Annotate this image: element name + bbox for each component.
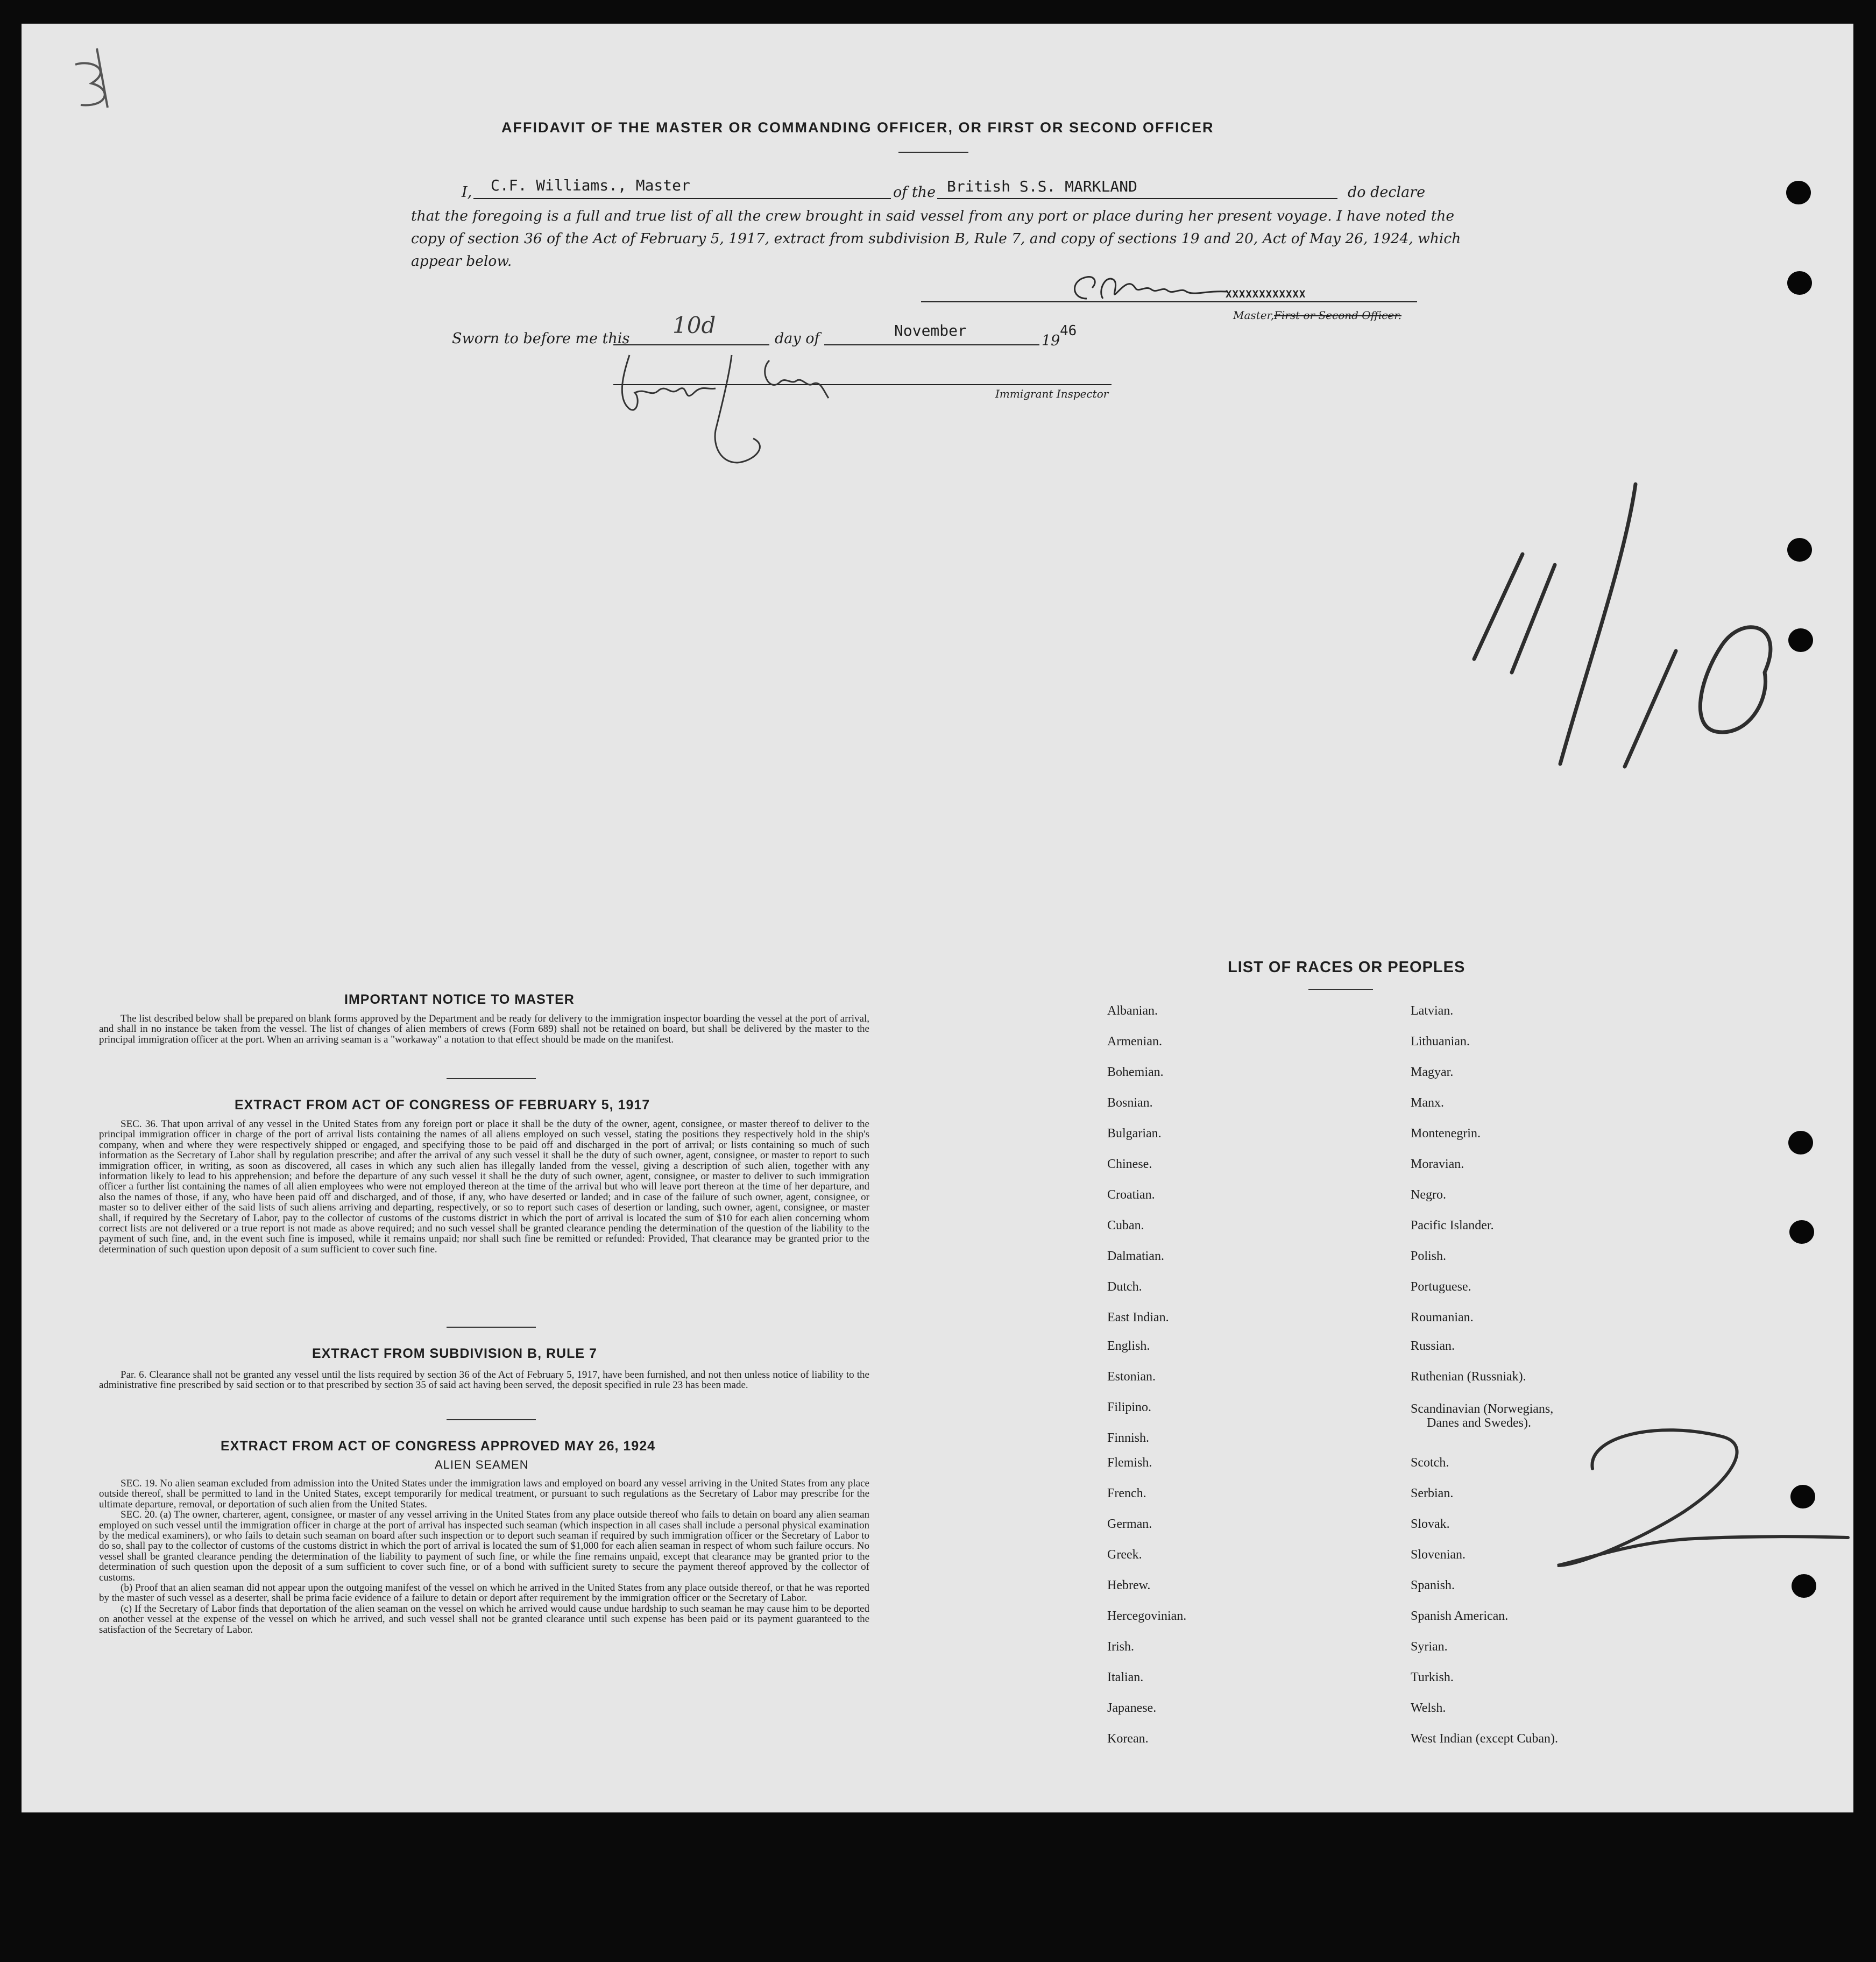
race-item: Korean. <box>1107 1732 1149 1746</box>
extract-rule7-paragraph: Par. 6. Clearance shall not be granted any vessel until the lists required by section 36 of the Act of February 5, 1917, have been furnished, and not then unless notice of liability to the administrative fine prescribed by said section or to that prescribed by section 35 of said act having been served, the deposit specified in rule 23 has been made. <box>99 1369 869 1391</box>
race-item: Hebrew. <box>1107 1578 1151 1592</box>
punch-hole <box>1792 1574 1816 1598</box>
race-item: Serbian. <box>1411 1486 1454 1500</box>
race-item: Croatian. <box>1107 1188 1155 1202</box>
punch-hole <box>1788 1131 1813 1154</box>
divider-3 <box>447 1419 536 1420</box>
race-item: Scandinavian (Norwegians, <box>1411 1402 1554 1416</box>
race-item: Latvian. <box>1411 1004 1454 1018</box>
races-divider <box>1308 989 1373 990</box>
race-item: Russian. <box>1411 1339 1455 1353</box>
race-item: Albanian. <box>1107 1004 1158 1018</box>
divider-2 <box>447 1327 536 1328</box>
affidavit-body-line-1: that the foregoing is a full and true list of all the crew brought in said vessel from any port or place during her present voyage. I have noted the <box>411 208 1455 224</box>
race-item: Slovenian. <box>1411 1548 1466 1562</box>
day-of-label: day of <box>775 330 820 347</box>
punch-hole <box>1788 628 1813 652</box>
master-name: C.F. Williams., Master <box>491 176 690 194</box>
race-item: Flemish. <box>1107 1456 1152 1470</box>
sec-20a-paragraph: SEC. 20. (a) The owner, charterer, agent, consignee, or master of any vessel arriving in the United States from any place outside thereof who fails to detain on board any alien seaman employed on such vessel until the immigration officer in charge at the port of arrival has inspected such seaman (which inspection in all cases shall include a personal physical examination by the medical examiners), or who fails to detain such seaman on board after such inspection or to deport such seaman if required by such immigration officer or the Secretary of Labor to do so, shall pay to the collector of customs of the customs district in which the port of arrival is located the sum of $1,000 for each alien seaman in respect of whom such failure occurs. No vessel shall be granted clearance pending the determination of the liability to payment of such fine, or while the fine remains unpaid, except that clearance may be granted prior to the determination of such question upon the deposit of a sum sufficient to cover such fine, or of a bond with sufficient surety to secure the payment thereof approved by the collector of customs. <box>99 1509 869 1583</box>
race-item: Portuguese. <box>1411 1280 1471 1294</box>
race-item: Magyar. <box>1411 1065 1454 1079</box>
extract-1924-text <box>99 1478 869 1635</box>
race-item: Hercegovinian. <box>1107 1609 1187 1623</box>
race-item: Turkish. <box>1411 1670 1454 1684</box>
race-item: Lithuanian. <box>1411 1035 1470 1049</box>
pencil-annotation-date <box>1463 473 1802 775</box>
affidavit-body-line-3: appear below. <box>411 253 512 270</box>
race-item: English. <box>1107 1339 1150 1353</box>
extract-1917-paragraph: SEC. 36. That upon arrival of any vessel in the United States from any foreign port or place it shall be the duty of the owner, agent, consignee, or master thereof to deliver to the principal immigration officer in charge of the port of arrival lists containing the names of all aliens employed on such vessel, stating the positions they respectively hold in the ship's company, when and where they were respectively shipped or engaged, and specifying those to be paid off and discharged in the port of arrival; or lists containing so much of such information as the Secretary of Labor shall by regulation prescribe; and after the arrival of any such vessel it shall be the duty of such owner, agent, consignee, or master to report to such immigration officer, in writing, as soon as discovered, all cases in which any such alien has illegally landed from the vessel, giving a description of such alien, together with any information likely to lead to his apprehension; and before the departure of any such vessel it shall be the duty of such owner, agent, consignee, or master to deliver to such immigration officer a further list containing the names of all alien employees who were not employed thereon at the time of the arrival but who will leave port thereon at the time of her departure, and also the names of those, if any, who have been paid off and discharged, and of those, if any, who have deserted or landed; and in case of the failure of such owner, agent, consignee, or master so to deliver either of the said lists of such aliens arriving and departing, respectively, or so to report such cases of desertion or landing, such owner, agent, consignee, or master shall, if required by the Secretary of Labor, pay to the collector of customs of the customs district in which the port of arrival is located the sum of $10 for each alien concerning whom correct lists are not delivered or a true report is not made as above required; and no such vessel shall be granted clearance pending the determination of the question of the liability to the payment of such fine, and, in the event such fine is imposed, while it remains unpaid; nor shall such fine be remitted or refunded: Provided, That clearance may be granted prior to the determination of such question upon deposit of a sum sufficient to cover such fine. <box>99 1118 869 1255</box>
race-item: Moravian. <box>1411 1157 1464 1171</box>
race-item: Slovak. <box>1411 1517 1450 1531</box>
punch-hole <box>1789 1220 1814 1244</box>
notice-paragraph: The list described below shall be prepared on blank forms approved by the Department and be ready for delivery to the immigration inspector boarding the vessel at the port of arrival, and shall in no instance be taken from the vessel. The list of changes of alien members of crews (Form 689) shall not be retained on board, but shall be delivered by the master to the principal immigration officer at the port. When an arriving seaman is a "workaway" a notation to that effect should be made on the manifest. <box>99 1013 869 1045</box>
race-item: Japanese. <box>1107 1701 1157 1715</box>
punch-hole <box>1786 181 1811 204</box>
notice-text <box>99 1014 869 1045</box>
sec-19-paragraph: SEC. 19. No alien seaman excluded from admission into the United States under the immigration laws and employed on board any vessel arriving in the United States from any place outside thereof, shall be permitted to land in the United States, except temporarily for medical treatment, or pursuant to such regulations as the Secretary of Labor may prescribe for the ultimate departure, removal, or deportation of such alien from the United States. <box>99 1478 869 1510</box>
affidavit-title: AFFIDAVIT OF THE MASTER OR COMMANDING OFFICER, OR FIRST OR SECOND OFFICER <box>501 119 1214 136</box>
inspector-label: Immigrant Inspector <box>995 387 1109 400</box>
race-item: Italian. <box>1107 1670 1144 1684</box>
race-item: Polish. <box>1411 1249 1447 1263</box>
inspector-signature <box>608 339 855 473</box>
race-item: Welsh. <box>1411 1701 1446 1715</box>
race-item: Irish. <box>1107 1640 1134 1654</box>
race-item: Ruthenian (Russniak). <box>1411 1370 1526 1384</box>
race-item: Syrian. <box>1411 1640 1448 1654</box>
race-item: Greek. <box>1107 1548 1142 1562</box>
extract-1917-text <box>99 1119 869 1255</box>
title-divider <box>898 152 968 153</box>
race-item: Armenian. <box>1107 1035 1162 1049</box>
race-item: Dutch. <box>1107 1280 1142 1294</box>
race-item-continuation: Danes and Swedes). <box>1427 1416 1531 1430</box>
extract-rule7-text <box>99 1370 869 1391</box>
race-item: Negro. <box>1411 1188 1446 1202</box>
extract-rule7-heading: EXTRACT FROM SUBDIVISION B, RULE 7 <box>312 1346 597 1361</box>
extract-1924-subheading: ALIEN SEAMEN <box>435 1458 529 1471</box>
label-of-the: of the <box>893 184 936 201</box>
race-item: Cuban. <box>1107 1219 1144 1233</box>
label-i: I, <box>462 184 472 201</box>
race-item: Montenegrin. <box>1411 1127 1481 1141</box>
race-item: Filipino. <box>1107 1400 1152 1414</box>
race-item: Estonian. <box>1107 1370 1156 1384</box>
year-prefix: 19 <box>1042 332 1060 349</box>
race-item: Dalmatian. <box>1107 1249 1164 1263</box>
master-signature <box>1065 269 1243 307</box>
sworn-label: Sworn to before me this <box>452 330 630 347</box>
label-do-declare: do declare <box>1348 184 1426 201</box>
race-item: French. <box>1107 1486 1146 1500</box>
race-item: Bosnian. <box>1107 1096 1153 1110</box>
vessel-name: British S.S. MARKLAND <box>947 178 1138 195</box>
punch-hole <box>1790 1485 1815 1508</box>
race-item: Spanish. <box>1411 1578 1455 1592</box>
race-item: Roumanian. <box>1411 1311 1474 1324</box>
race-item: East Indian. <box>1107 1311 1169 1324</box>
race-item: Bohemian. <box>1107 1065 1164 1079</box>
race-item: West Indian (except Cuban). <box>1411 1732 1558 1746</box>
race-item: Finnish. <box>1107 1431 1150 1445</box>
sec-20c-paragraph: (c) If the Secretary of Labor finds that deportation of the alien seaman on the vessel on which he arrived would cause undue hardship to such seaman he may cause him to be deported on another vessel at the expense of the vessel on which he arrived, and such vessel shall not be granted clearance until such expense has been paid or its payment guaranteed to the satisfaction of the Secretary of Labor. <box>99 1603 869 1635</box>
sworn-day: 10d <box>672 312 716 338</box>
race-item: Chinese. <box>1107 1157 1152 1171</box>
affidavit-body-line-2: copy of section 36 of the Act of February 5, 1917, extract from subdivision B, Rule 7, and copy of sections 19 and 20, Act of May 26, 1924, which <box>411 230 1461 247</box>
signature-role-struck: First or Second Officer. <box>1274 309 1401 322</box>
punch-hole <box>1787 538 1812 562</box>
race-item: German. <box>1107 1517 1152 1531</box>
notice-heading: IMPORTANT NOTICE TO MASTER <box>344 992 575 1007</box>
signature-role-master: Master, <box>1233 309 1275 322</box>
sec-20b-paragraph: (b) Proof that an alien seaman did not appear upon the outgoing manifest of the vessel on which he arrived in the United States from any place outside thereof, or that he was reported by the master of such vessel as a deserter, shall be prima facie evidence of a failure to detain or deport after requirement by the immigration officer or the Secretary of Labor. <box>99 1582 869 1604</box>
races-heading: LIST OF RACES OR PEOPLES <box>1228 959 1466 976</box>
race-item: Spanish American. <box>1411 1609 1509 1623</box>
extract-1924-heading: EXTRACT FROM ACT OF CONGRESS APPROVED MAY 26, 1924 <box>221 1439 656 1454</box>
divider-1 <box>447 1078 536 1079</box>
struck-typed-title: XXXXXXXXXXXX <box>1226 288 1306 300</box>
race-item: Pacific Islander. <box>1411 1219 1494 1233</box>
race-item: Bulgarian. <box>1107 1127 1162 1141</box>
race-item: Manx. <box>1411 1096 1444 1110</box>
extract-1917-heading: EXTRACT FROM ACT OF CONGRESS OF FEBRUARY 5, 1917 <box>235 1097 650 1113</box>
year-suffix: 46 <box>1060 323 1077 339</box>
punch-hole <box>1787 271 1812 295</box>
corner-pencil-mark <box>59 43 134 113</box>
race-item: Scotch. <box>1411 1456 1449 1470</box>
sworn-month: November <box>894 322 967 339</box>
